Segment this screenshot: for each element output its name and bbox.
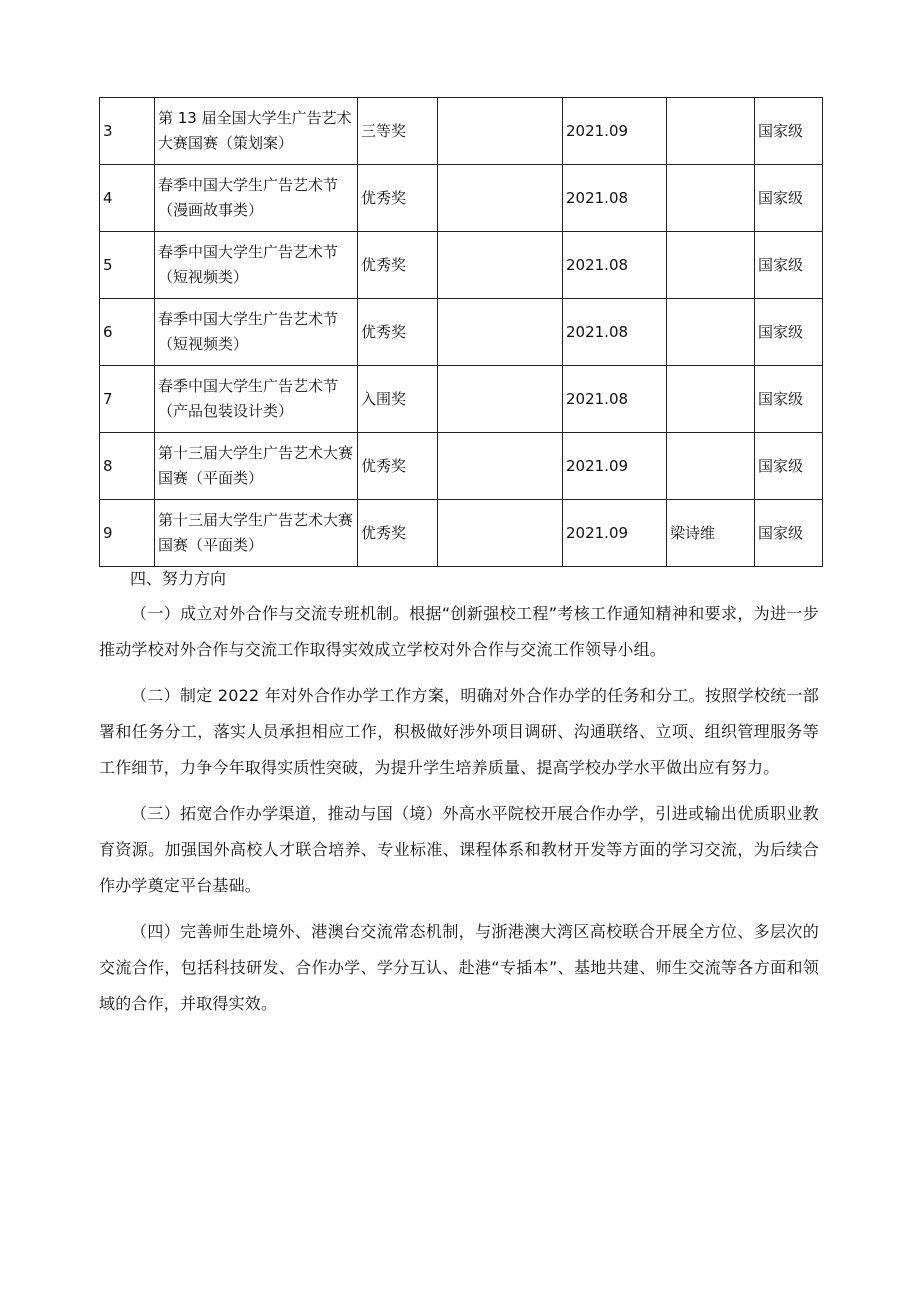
cell-level: 国家级 bbox=[755, 165, 823, 232]
cell-competition-name: 春季中国大学生广告艺术节（短视频类） bbox=[155, 232, 358, 299]
cell-level: 国家级 bbox=[755, 500, 823, 567]
paragraph-4: （四）完善师生赴境外、港澳台交流常态机制，与浙港澳大湾区高校联合开展全方位、多层次的交流合作，包括科技研发、合作办学、学分互认、赴港“专插本”、基地共建、师生交流等各方面和领域的合作，并取得实效。 bbox=[99, 922, 819, 1013]
cell-date: 2021.08 bbox=[563, 165, 667, 232]
cell-person bbox=[667, 232, 755, 299]
cell-person bbox=[667, 299, 755, 366]
awards-table bbox=[99, 97, 823, 567]
table-row bbox=[100, 232, 823, 299]
cell-number: 6 bbox=[100, 299, 155, 366]
cell-blank bbox=[438, 366, 563, 433]
table-row bbox=[100, 98, 823, 165]
cell-award: 优秀奖 bbox=[358, 165, 438, 232]
cell-competition-name: 春季中国大学生广告艺术节（漫画故事类） bbox=[155, 165, 358, 232]
cell-blank bbox=[438, 98, 563, 165]
cell-date: 2021.08 bbox=[563, 299, 667, 366]
table-row bbox=[100, 165, 823, 232]
cell-blank bbox=[438, 433, 563, 500]
cell-date: 2021.09 bbox=[563, 98, 667, 165]
section-paragraphs bbox=[99, 596, 819, 1032]
cell-person bbox=[667, 98, 755, 165]
table-row bbox=[100, 366, 823, 433]
cell-date: 2021.09 bbox=[563, 500, 667, 567]
cell-level: 国家级 bbox=[755, 366, 823, 433]
cell-competition-name: 春季中国大学生广告艺术节（产品包装设计类） bbox=[155, 366, 358, 433]
cell-number: 9 bbox=[100, 500, 155, 567]
cell-level: 国家级 bbox=[755, 232, 823, 299]
cell-number: 4 bbox=[100, 165, 155, 232]
cell-award: 优秀奖 bbox=[358, 232, 438, 299]
table-row bbox=[100, 299, 823, 366]
cell-blank bbox=[438, 232, 563, 299]
cell-person bbox=[667, 165, 755, 232]
cell-number: 7 bbox=[100, 366, 155, 433]
cell-award: 优秀奖 bbox=[358, 433, 438, 500]
cell-number: 3 bbox=[100, 98, 155, 165]
cell-person: 梁诗维 bbox=[667, 500, 755, 567]
cell-competition-name: 第 13 届全国大学生广告艺术大赛国赛（策划案） bbox=[155, 98, 358, 165]
paragraph-3: （三）拓宽合作办学渠道，推动与国（境）外高水平院校开展合作办学，引进或输出优质职业教育资源。加强国外高校人才联合培养、专业标准、课程体系和教材开发等方面的学习交流，为后续合作办学奠定平台基础。 bbox=[99, 804, 819, 895]
cell-competition-name: 第十三届大学生广告艺术大赛国赛（平面类） bbox=[155, 500, 358, 567]
paragraph-2: （二）制定 2022 年对外合作办学工作方案，明确对外合作办学的任务和分工。按照学校统一部署和任务分工，落实人员承担相应工作，积极做好涉外项目调研、沟通联络、立项、组织管理服务等工作细节，力争今年取得实质性突破，为提升学生培养质量、提高学校办学水平做出应有努力。 bbox=[99, 686, 819, 777]
cell-award: 优秀奖 bbox=[358, 500, 438, 567]
cell-level: 国家级 bbox=[755, 433, 823, 500]
cell-level: 国家级 bbox=[755, 299, 823, 366]
awards-table-body bbox=[100, 98, 823, 567]
cell-award: 三等奖 bbox=[358, 98, 438, 165]
table-row bbox=[100, 500, 823, 567]
cell-award: 入围奖 bbox=[358, 366, 438, 433]
cell-blank bbox=[438, 500, 563, 567]
cell-level: 国家级 bbox=[755, 98, 823, 165]
cell-number: 8 bbox=[100, 433, 155, 500]
cell-award: 优秀奖 bbox=[358, 299, 438, 366]
cell-person bbox=[667, 433, 755, 500]
cell-person bbox=[667, 366, 755, 433]
cell-competition-name: 第十三届大学生广告艺术大赛国赛（平面类） bbox=[155, 433, 358, 500]
paragraph-1: （一）成立对外合作与交流专班机制。根据“创新强校工程”考核工作通知精神和要求，为进一步推动学校对外合作与交流工作取得实效成立学校对外合作与交流工作领导小组。 bbox=[99, 604, 819, 659]
cell-number: 5 bbox=[100, 232, 155, 299]
section-title: 四、努力方向 bbox=[130, 569, 227, 588]
cell-date: 2021.09 bbox=[563, 433, 667, 500]
cell-blank bbox=[438, 165, 563, 232]
cell-blank bbox=[438, 299, 563, 366]
cell-competition-name: 春季中国大学生广告艺术节（短视频类） bbox=[155, 299, 358, 366]
cell-date: 2021.08 bbox=[563, 232, 667, 299]
cell-date: 2021.08 bbox=[563, 366, 667, 433]
table-row bbox=[100, 433, 823, 500]
